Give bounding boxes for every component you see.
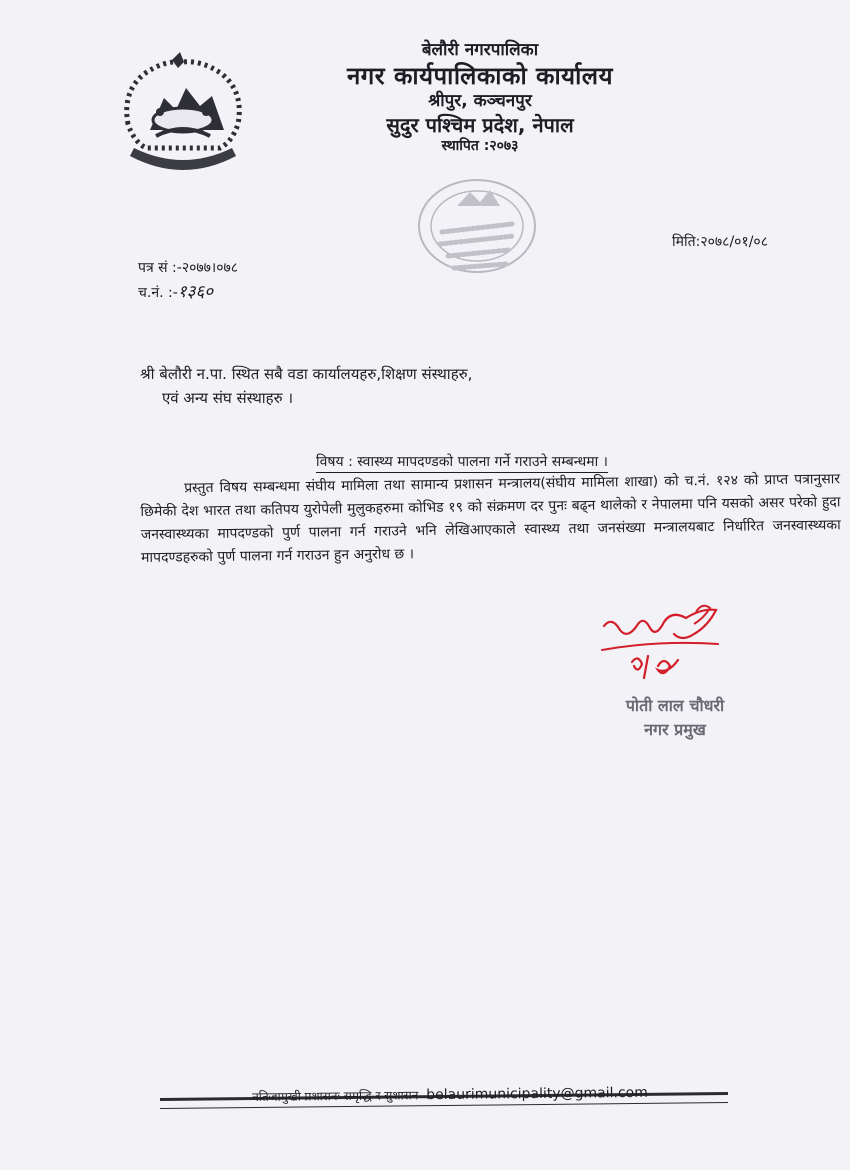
- reference-block: [138, 256, 238, 305]
- letter-subject: विषय : स्वास्थ्य मापदण्डको पालना गर्ने गराउने सम्बन्धमा ।: [316, 452, 608, 473]
- dispatch-number-row: [138, 280, 238, 305]
- office-province: सुदुर पश्चिम प्रदेश, नेपाल: [386, 112, 574, 137]
- nepal-government-emblem-icon: [120, 52, 246, 170]
- recipient-line-1: श्री बेलौरी न.पा. स्थित सबै वडा कार्यालयहरु,शिक्षण संस्थाहरु,: [140, 365, 473, 383]
- handwritten-signature-icon: [598, 604, 728, 684]
- letter-number: पत्र सं :-२०७७।०७८: [138, 260, 239, 276]
- dispatch-number-value: १३६०: [177, 282, 214, 302]
- office-name: नगर कार्यपालिकाको कार्यालय: [346, 62, 614, 91]
- signatory-title: नगर प्रमुख: [644, 720, 706, 739]
- letter-body: [140, 468, 841, 570]
- municipality-office-seal-icon: [402, 176, 552, 286]
- recipient-block: [140, 362, 472, 410]
- signatory-name: पोती लाल चौधरी: [625, 696, 725, 715]
- dispatch-number-label: च.नं. :-: [138, 285, 178, 301]
- recipient-line-2: एवं अन्य संघ संस्थाहरु ।: [162, 389, 294, 407]
- footer-motto: नतिजामुखी प्रशासनः समृद्धि र सुशासन: [252, 1088, 419, 1104]
- office-address: श्रीपुर, कञ्चनपुर: [428, 91, 532, 112]
- letterhead: [300, 40, 660, 155]
- signatory-block: [600, 694, 750, 742]
- established-year: स्थापित :२०७३: [441, 137, 519, 154]
- letter-date: मिति:२०७८/०१/०८: [672, 234, 768, 250]
- footer-email: belaurimunicipality@gmail.com: [426, 1084, 648, 1104]
- letter-body-text: प्रस्तुत विषय सम्बन्धमा संघीय मामिला तथा सामान्य प्रशासन मन्त्रालय(संघीय मामिला शाखा) को च.नं. १२४ को प्राप्त पत्रानुसार छिमेकी देश भारत तथा कतिपय युरोपेली मुलुकहरुमा कोभिड १९ को संक्रमण दर पुनः बढ्न थालेको र नेपालमा पनि यसको असर परेको हुदा जनस्वास्थ्यका मापदण्डको पुर्ण पालना गर्न गराउने भनि लेखिआएकाले स्वास्थ्य तथा जनसंख्या मन्त्रालयबाट निर्धारित जनस्वास्थ्यका मापदण्डहरुको पुर्ण पालना गर्न गराउन हुन अनुरोध छ ।: [140, 471, 841, 566]
- municipality-name: बेलौरी नगरपालिका: [421, 40, 539, 60]
